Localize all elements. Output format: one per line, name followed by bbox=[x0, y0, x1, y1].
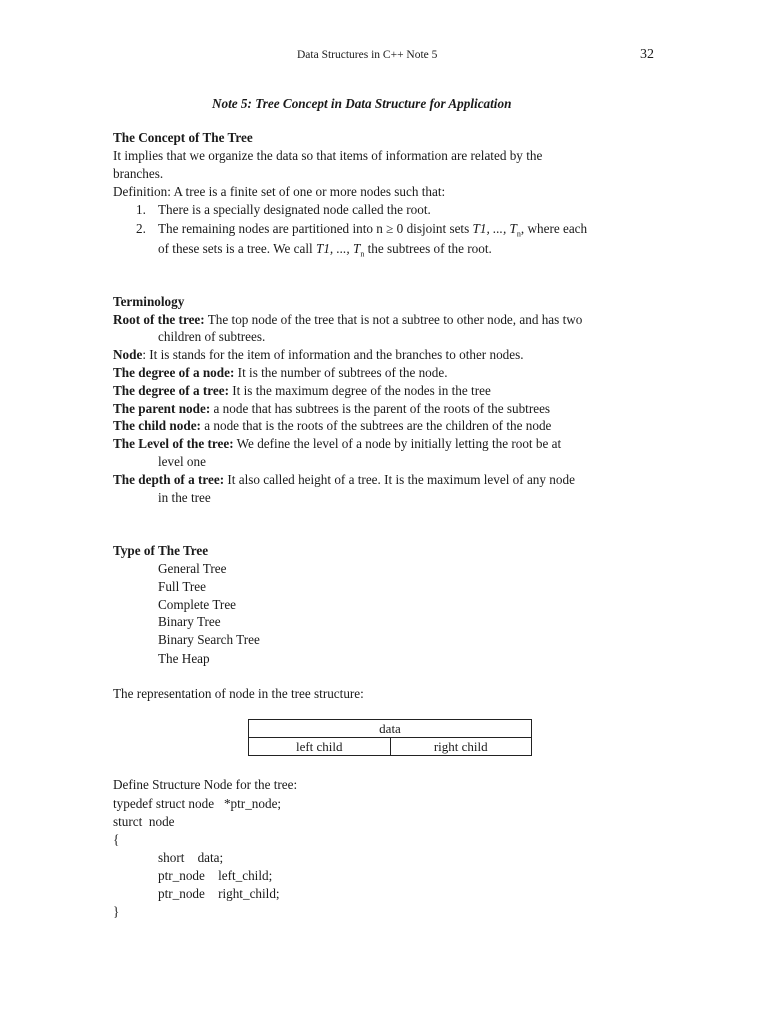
code-intro: Define Structure Node for the tree: bbox=[113, 777, 298, 792]
list-item-text: There is a specially designated node called the root. bbox=[158, 202, 431, 217]
node-right-child-cell: right child bbox=[390, 738, 532, 756]
list-item: Binary Search Tree bbox=[158, 632, 260, 647]
list-item-num: 1. bbox=[136, 202, 146, 217]
concept-para: It implies that we organize the data so that items of information are related by the bbox=[113, 148, 543, 163]
list-item-text-cont: of these sets is a tree. We call T1, ..., $T_n$ the subtrees of the root. bbox=[158, 241, 492, 259]
terminology-heading: Terminology bbox=[113, 294, 185, 309]
term-depth: The depth of a tree: It also called height of a tree. It is the maximum level of any node bbox=[113, 472, 575, 487]
list-item: The Heap bbox=[158, 651, 210, 666]
term-root-cont: children of subtrees. bbox=[158, 329, 266, 344]
term-node: Node: It is stands for the item of information and the branches to other nodes. bbox=[113, 347, 524, 362]
concept-heading: The Concept of The Tree bbox=[113, 130, 253, 145]
term-parent-node: The parent node: a node that has subtrees is the parent of the roots of the subtrees bbox=[113, 401, 551, 416]
term-degree-node: The degree of a node: It is the number of subtrees of the node. bbox=[113, 365, 448, 380]
code-line: typedef struct node *ptr_node; bbox=[113, 796, 282, 811]
code-line: short data; bbox=[158, 850, 224, 865]
list-item: Complete Tree bbox=[158, 597, 237, 612]
page-number: 32 bbox=[640, 47, 654, 62]
term-root: Root of the tree: The top node of the tree that is not a subtree to other node, and has two bbox=[113, 312, 583, 327]
list-item-text: The remaining nodes are partitioned into n ≥ 0 disjoint sets T1, ..., $T_n$, where each bbox=[158, 221, 588, 239]
list-item: General Tree bbox=[158, 561, 227, 576]
node-structure-table bbox=[248, 719, 532, 756]
term-child-node: The child node: a node that is the roots of the subtrees are the children of the node bbox=[113, 418, 552, 433]
code-line: ptr_node left_child; bbox=[158, 868, 273, 883]
types-heading: Type of The Tree bbox=[113, 543, 209, 558]
node-left-child-cell: left child bbox=[249, 738, 391, 756]
node-data-cell: data bbox=[249, 720, 532, 738]
list-item: Full Tree bbox=[158, 579, 207, 594]
concept-para-cont: branches. bbox=[113, 166, 164, 181]
term-level: The Level of the tree: We define the level of a node by initially letting the root be at bbox=[113, 436, 562, 451]
list-item: Binary Tree bbox=[158, 614, 221, 629]
code-line: } bbox=[113, 904, 120, 919]
code-line: sturct node bbox=[113, 814, 175, 829]
list-item-num: 2. bbox=[136, 221, 146, 236]
term-depth-cont: in the tree bbox=[158, 490, 211, 505]
code-line: { bbox=[113, 832, 120, 847]
code-line: ptr_node right_child; bbox=[158, 886, 280, 901]
representation-text: The representation of node in the tree structure: bbox=[113, 686, 364, 701]
header-title: Data Structures in C++ Note 5 bbox=[297, 49, 438, 61]
definition-text: Definition: A tree is a finite set of one or more nodes such that: bbox=[113, 184, 446, 199]
term-level-cont: level one bbox=[158, 454, 206, 469]
term-degree-tree: The degree of a tree: It is the maximum degree of the nodes in the tree bbox=[113, 383, 491, 398]
note-title: Note 5: Tree Concept in Data Structure for Application bbox=[212, 96, 512, 111]
